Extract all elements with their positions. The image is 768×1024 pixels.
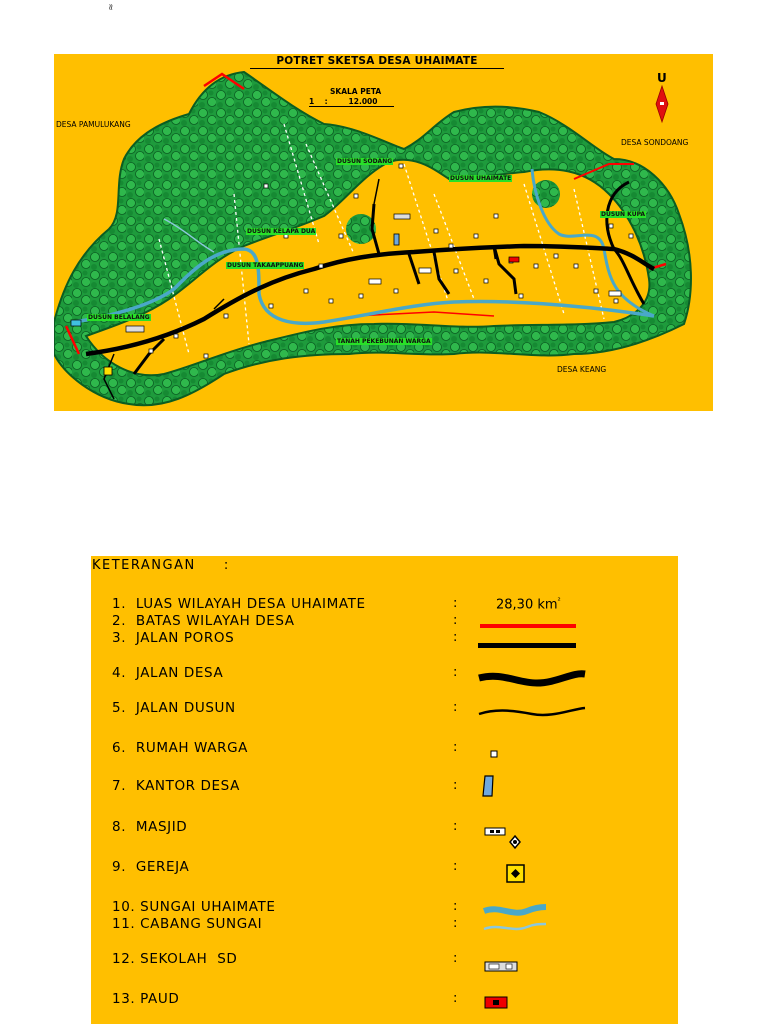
legend-colon: : [453,916,458,931]
dusun-label: DUSUN KUPA [601,211,646,218]
legend-colon: : [453,665,458,680]
corner-mark: ≈ [104,3,115,11]
legend-colon: : [453,596,458,611]
paud-symbol [484,996,510,1010]
legend-colon: : [453,951,458,966]
north-letter: U [657,71,667,85]
legend-item: 1. LUAS WILAYAH DESA UHAIMATE [112,596,366,612]
village-office-symbol [482,774,496,800]
legend-item: 4. JALAN DESA [112,665,224,681]
legend-colon: : [453,819,458,834]
dusun-label: DUSUN KELAPA DUA [247,228,316,235]
river-symbol [482,901,548,935]
legend-item: 5. JALAN DUSUN [112,700,236,716]
dusun-label: TANAH PEKEBUNAN WARGA [337,338,431,345]
legend-item: 7. KANTOR DESA [112,778,240,794]
scale-value: 1 : 12.000 [309,97,394,107]
legend-panel [91,556,678,1024]
scale-label: SKALA PETA [330,87,382,96]
legend-colon: : [453,630,458,645]
tree-cluster [267,192,291,216]
legend-colon: : [453,991,458,1006]
legend-colon: : [453,778,458,793]
legend-colon: : [453,613,458,628]
north-arrow [656,86,668,122]
hamlet-road-symbol [477,704,589,722]
village-road-symbol [477,668,589,690]
legend-colon: : [453,740,458,755]
legend-item: 3. JALAN POROS [112,630,235,646]
dusun-label: DUSUN TAKAAPPUANG [227,262,304,269]
mosque-symbol [484,826,524,852]
dusun-label: DUSUN UHAIMATE [450,175,512,182]
school-symbol [484,961,520,973]
house-symbol [490,750,500,760]
legend-item: 6. RUMAH WARGA [112,740,248,756]
legend-item: 13. PAUD [112,991,180,1007]
legend-item: 8. MASJID [112,819,188,835]
dusun-label: DUSUN BELALANG [88,314,150,321]
church-symbol [505,863,527,885]
legend-colon: : [453,899,458,914]
dusun-label: DUSUN SODANG [337,158,393,165]
legend-item: 11. CABANG SUNGAI [112,916,263,932]
main-road-symbol [478,641,578,651]
map-drawing [54,54,713,411]
legend-item: 9. GEREJA [112,859,190,875]
legend-item: 10. SUNGAI UHAIMATE [112,899,276,915]
tree-cluster [209,224,229,244]
area-value: 28,30 $km^{^2}$ [496,596,561,613]
map-title: POTRET SKETSA DESA UHAIMATE [250,55,504,69]
legend-item: 2. BATAS WILAYAH DESA [112,613,295,629]
neighbor-west-label: DESA PAMULUKANG [56,120,131,129]
boundary-symbol [480,622,580,630]
neighbor-east-label: DESA SONDOANG [621,138,689,147]
village-sketch-map [54,54,713,411]
legend-item: 12. SEKOLAH SD [112,951,238,967]
legend-title: KETERANGAN : [92,558,230,573]
legend-colon: : [453,859,458,874]
legend-colon: : [453,700,458,715]
neighbor-south-label: DESA KEANG [557,365,607,374]
